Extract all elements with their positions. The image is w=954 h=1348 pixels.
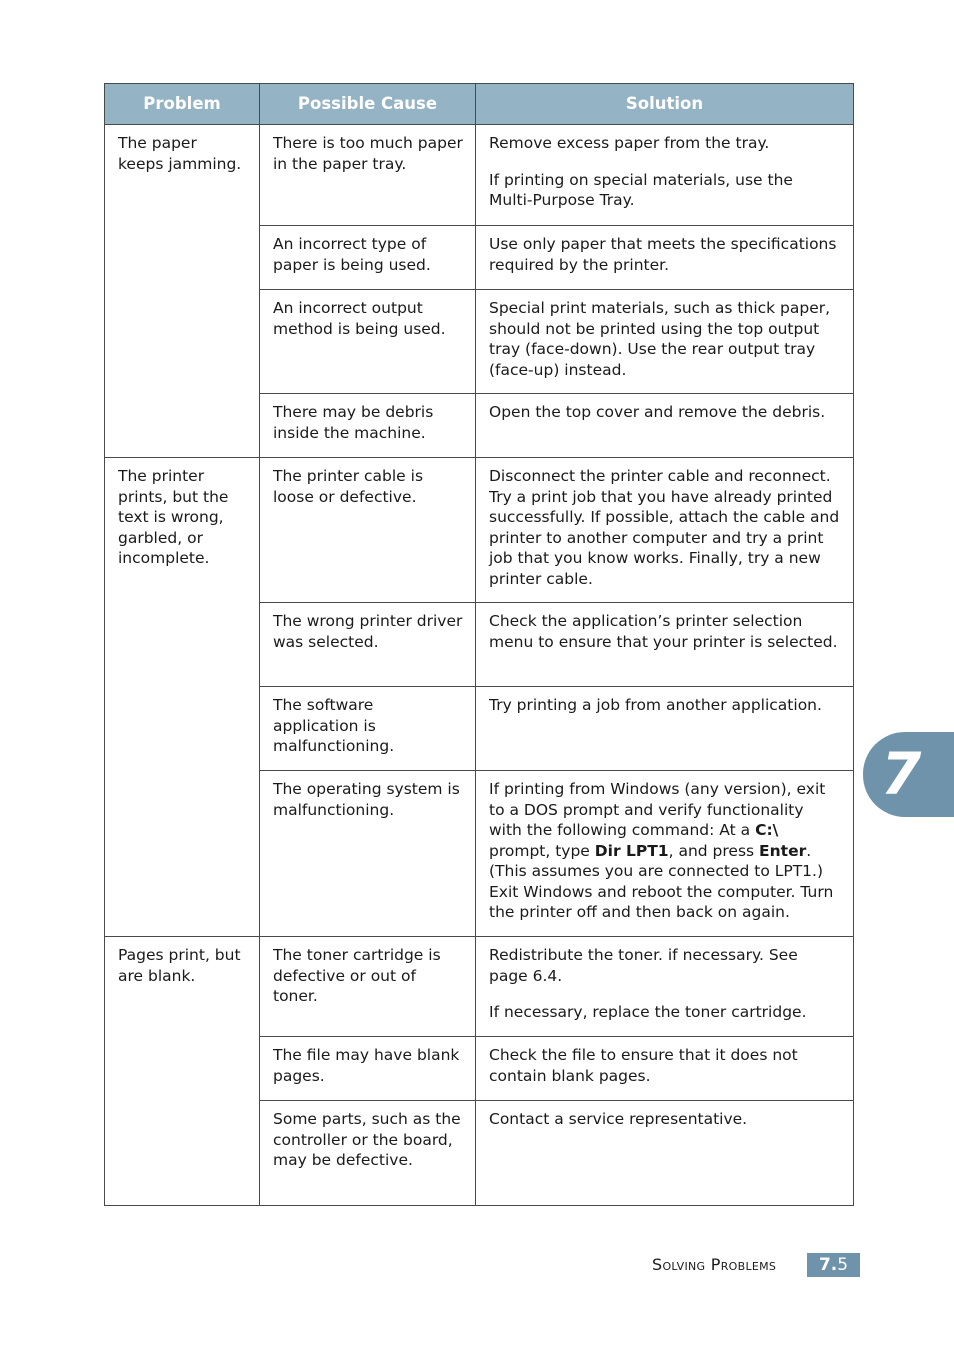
cause-cell: The printer cable is loose or defective. — [260, 458, 476, 603]
dos-prompt-text: C:\ — [755, 821, 779, 839]
solution-cell — [476, 458, 854, 603]
header-problem: Problem — [105, 84, 260, 125]
cause-cell: The file may have blank pages. — [260, 1037, 476, 1101]
key-name-text: Enter — [759, 841, 807, 860]
solution-text-part: If printing from Windows (any version), exit to a DOS prompt and verify functionality with the following command: At a — [489, 780, 826, 839]
solution-text: Check the file to ensure that it does not contain blank pages. — [489, 1046, 798, 1085]
solution-cell — [476, 1037, 854, 1101]
solution-text: Try printing a job from another application. — [489, 696, 822, 714]
chapter-tab — [863, 732, 954, 817]
solution-cell — [476, 603, 854, 687]
page-chapter: 7. — [818, 1255, 838, 1275]
command-text: Dir LPT1 — [594, 841, 669, 860]
cause-cell: An incorrect output method is being used. — [260, 290, 476, 394]
page-number: 5 — [837, 1255, 849, 1275]
solution-text: Contact a service representative. — [489, 1110, 748, 1128]
cause-cell: The wrong printer driver was selected. — [260, 603, 476, 687]
header-possible-cause: Possible Cause — [260, 84, 476, 125]
solution-cell — [476, 687, 854, 771]
solution-text: Disconnect the printer cable and reconnect. Try a print job that you have already printed successfully. If possible, attach the cable and printer to another computer and try a print job that you know works. Finally, try a new printer cable. — [489, 467, 840, 588]
solution-cell — [476, 226, 854, 290]
cause-cell: There is too much paper in the paper tray. — [260, 125, 476, 226]
solution-text: If necessary, replace the toner cartridge. — [489, 1003, 807, 1021]
solution-cell — [476, 937, 854, 1037]
footer-section-title: Solving Problems — [652, 1255, 777, 1274]
chapter-number: 7 — [881, 740, 922, 808]
cause-cell: The software application is malfunctioning. — [260, 687, 476, 771]
page-number-badge — [807, 1253, 860, 1277]
header-row — [105, 84, 854, 125]
solution-cell — [476, 771, 854, 937]
solution-cell — [476, 394, 854, 458]
solution-text: Redistribute the toner. if necessary. See page 6.4. — [489, 946, 798, 985]
solution-text: Check the application’s printer selection menu to ensure that your printer is selected. — [489, 612, 838, 651]
problem-cell: The paper keeps jamming. — [105, 125, 260, 458]
cause-cell: There may be debris inside the machine. — [260, 394, 476, 458]
solution-cell — [476, 1101, 854, 1206]
solution-cell — [476, 290, 854, 394]
table-row — [105, 125, 854, 226]
problem-cell: Pages print, but are blank. — [105, 937, 260, 1206]
cause-cell: The operating system is malfunctioning. — [260, 771, 476, 937]
solution-text: Remove excess paper from the tray. — [489, 134, 770, 152]
solution-text-part: . (This assumes you are connected to LPT1.) Exit Windows and reboot the computer. Turn the printer off and then back on again. — [489, 841, 834, 921]
solution-cell — [476, 125, 854, 226]
cause-cell: Some parts, such as the controller or the board, may be defective. — [260, 1101, 476, 1206]
header-solution: Solution — [476, 84, 854, 125]
cause-cell: The toner cartridge is defective or out of toner. — [260, 937, 476, 1037]
solution-text-part: , and press — [668, 841, 760, 860]
problem-cell: The printer prints, but the text is wrong, garbled, or incomplete. — [105, 458, 260, 937]
solution-text: Use only paper that meets the specifications required by the printer. — [489, 235, 837, 274]
table-row — [105, 937, 854, 1037]
solution-text-part: prompt, type — [489, 841, 595, 860]
solution-text: If printing on special materials, use the Multi-Purpose Tray. — [489, 170, 793, 209]
solution-text: Open the top cover and remove the debris. — [489, 403, 826, 421]
table-row — [105, 458, 854, 603]
troubleshooting-table — [104, 83, 854, 1206]
solution-text — [489, 779, 841, 923]
cause-cell: An incorrect type of paper is being used. — [260, 226, 476, 290]
solution-text: Special print materials, such as thick paper, should not be printed using the top output tray (face-down). Use the rear output tray (face-up) instead. — [489, 299, 831, 379]
